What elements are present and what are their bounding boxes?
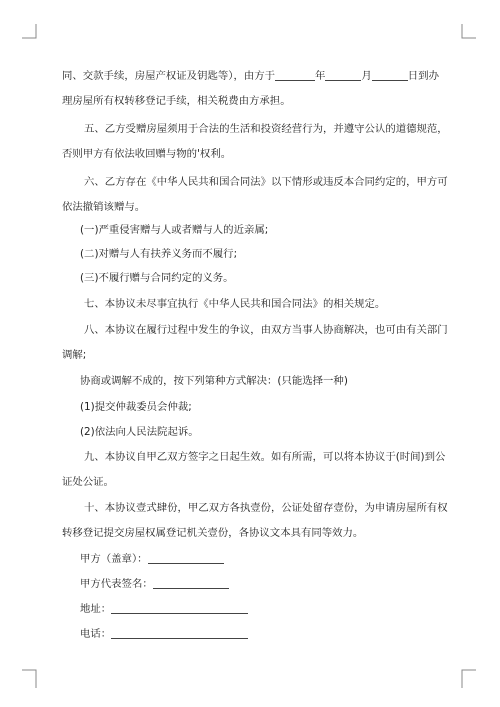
corner-mark-top-right-icon <box>456 24 476 48</box>
phone-field <box>80 627 440 641</box>
dispute-option-1: (1)提交仲裁委员会仲裁; <box>80 401 192 413</box>
clause-ten-line-1: 十、本协议壹式肆份，甲乙双方各执壹份，公证处留存壹份，为申请房屋所有权 <box>84 502 448 514</box>
clause-six-item-1: (一)严重侵害赠与人或者赠与人的近亲属; <box>80 224 269 236</box>
party-a-rep-field <box>80 577 440 591</box>
party-a-rep-label: 甲方代表签名： <box>80 578 153 590</box>
party-a-seal-field <box>80 552 440 566</box>
dispute-resolution-intro: 协商或调解不成的，按下列第种方式解决：(只能选择一种) <box>80 375 348 387</box>
clause-nine-line-2: 证处公证。 <box>62 476 114 488</box>
year-label: 年 <box>315 70 326 82</box>
paragraph-handover-line-2: 理房屋所有权转移登记手续，相关税费由方承担。 <box>62 95 291 107</box>
clause-six-line-1: 六、乙方存在《中华人民共和国合同法》以下情形或违反本合同约定的，甲方可 <box>84 176 448 188</box>
party-a-seal-label: 甲方（盖章）： <box>80 553 148 565</box>
handover-text: 同、交款手续，房屋产权证及钥匙等），由方于 <box>62 70 276 82</box>
corner-mark-top-left-icon <box>22 24 42 48</box>
year-blank <box>275 69 315 81</box>
phone-blank[interactable] <box>111 627 248 639</box>
address-label: 地址： <box>80 603 112 615</box>
phone-label: 电话： <box>80 628 112 640</box>
clause-seven: 七、本协议未尽事宜执行《中华人民共和国合同法》的相关规定。 <box>84 298 386 310</box>
address-blank[interactable] <box>111 602 248 614</box>
clause-six-line-2: 依法撤销该赠与。 <box>62 201 146 213</box>
clause-six-item-3: (三)不履行赠与合同约定的义务。 <box>80 272 234 284</box>
paragraph-handover-line-1 <box>62 69 440 83</box>
party-a-seal-blank[interactable] <box>148 552 224 564</box>
month-blank <box>325 69 361 81</box>
day-blank <box>372 69 408 81</box>
day-tail: 日到办 <box>407 70 439 82</box>
party-a-rep-blank[interactable] <box>153 577 229 589</box>
clause-five-line-1: 五、乙方受赠房屋须用于合法的生活和投资经营行为，并遵守公认的道德规范， <box>84 123 448 135</box>
clause-five-line-2: 否则甲方有依法收回赠与物的'权利。 <box>62 148 232 160</box>
corner-mark-bottom-left-icon <box>22 664 42 688</box>
clause-eight-line-1: 八、本协议在履行过程中发生的争议，由双方当事人协商解决，也可由有关部门 <box>84 324 448 336</box>
corner-mark-bottom-right-icon <box>456 664 476 688</box>
month-label: 月 <box>361 70 372 82</box>
clause-six-item-2: (二)对赠与人有扶养义务而不履行; <box>80 248 238 260</box>
dispute-option-2: (2)依法向人民法院起诉。 <box>80 426 199 438</box>
clause-ten-line-2: 转移登记提交房屋权属登记机关壹份，各协议文本具有同等效力。 <box>62 527 364 539</box>
clause-nine-line-1: 九、本协议自甲乙双方签字之日起生效。如有所需，可以将本协议于(时间)到公 <box>84 451 446 463</box>
clause-eight-line-2: 调解; <box>62 349 87 361</box>
address-field <box>80 602 440 616</box>
